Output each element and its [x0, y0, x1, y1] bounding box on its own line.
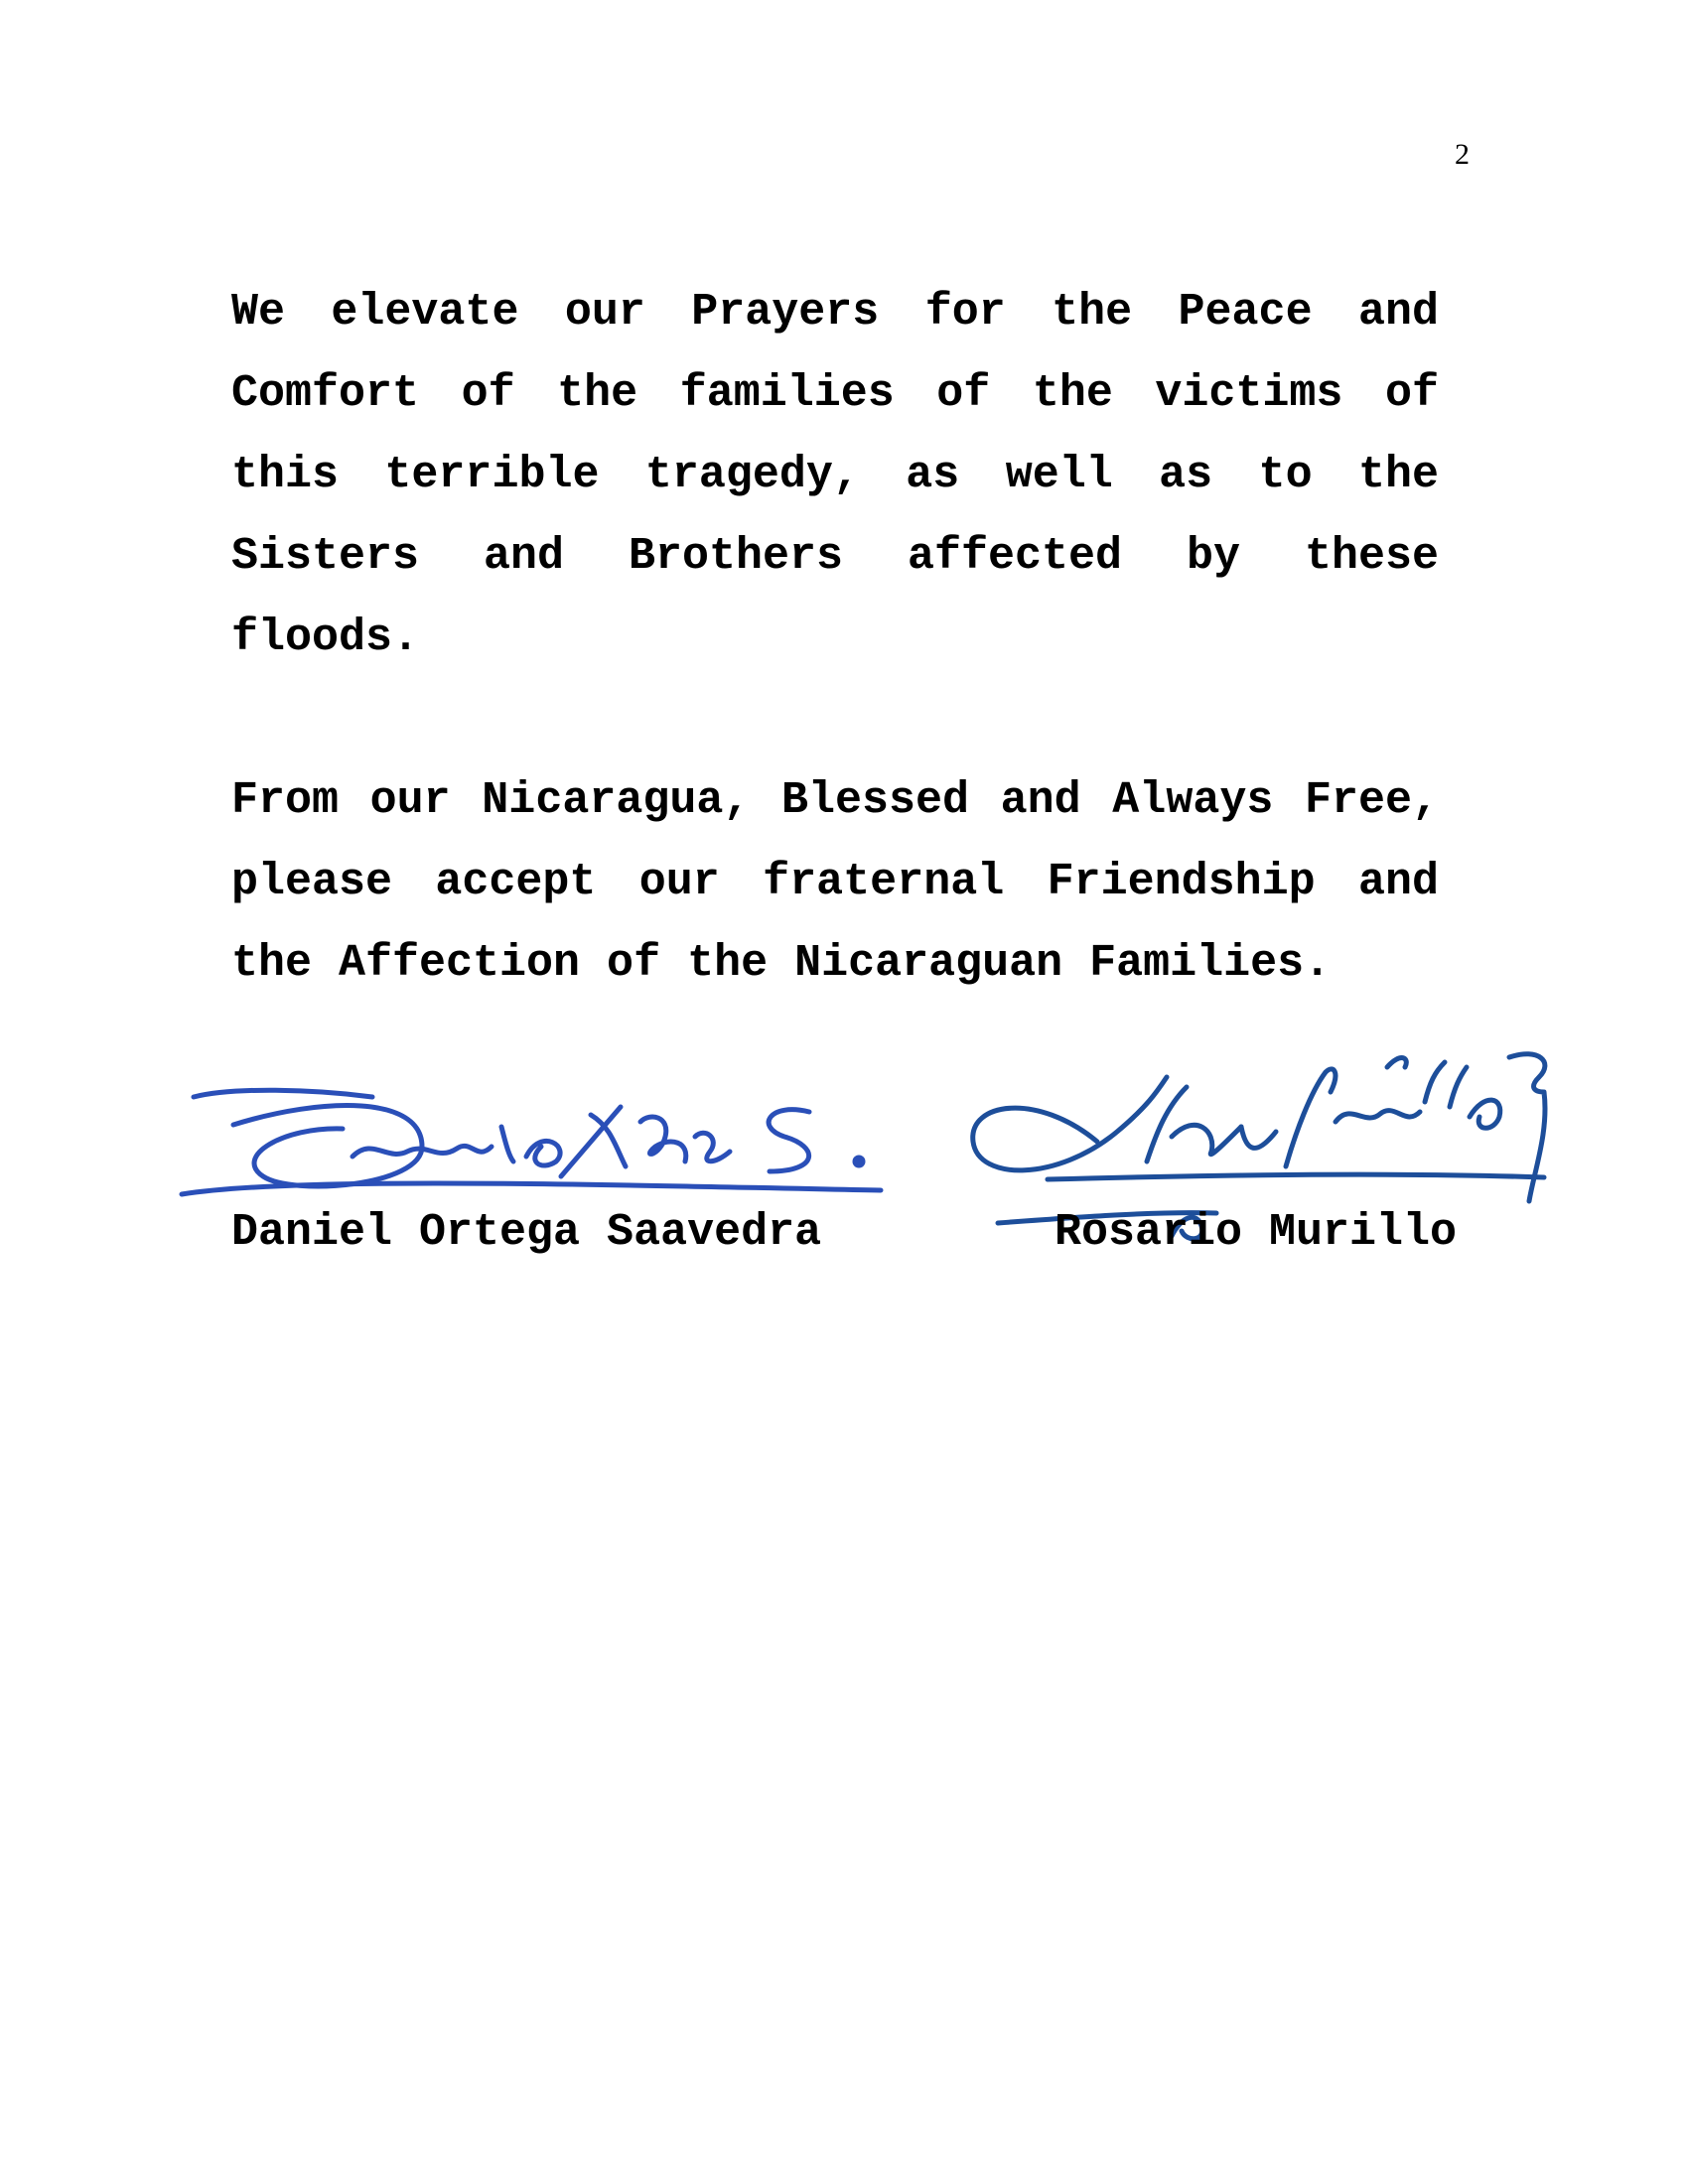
signatory-name-ortega: Daniel Ortega Saavedra	[231, 1207, 822, 1258]
page-number: 2	[1455, 138, 1470, 171]
signature-ortega	[174, 1067, 899, 1216]
paragraph-friendship: From our Nicaragua, Blessed and Always Free, please accept our fraternal Friendship and the Affection of the Nicaraguan Families.	[231, 775, 1439, 989]
paragraph-prayers: We elevate our Prayers for the Peace and Comfort of the families of the victims of this terrible tragedy, as well as to the Sisters and Brothers affected by these floods.	[231, 287, 1439, 663]
signatory-name-murillo: Rosario Murillo	[1055, 1207, 1458, 1258]
